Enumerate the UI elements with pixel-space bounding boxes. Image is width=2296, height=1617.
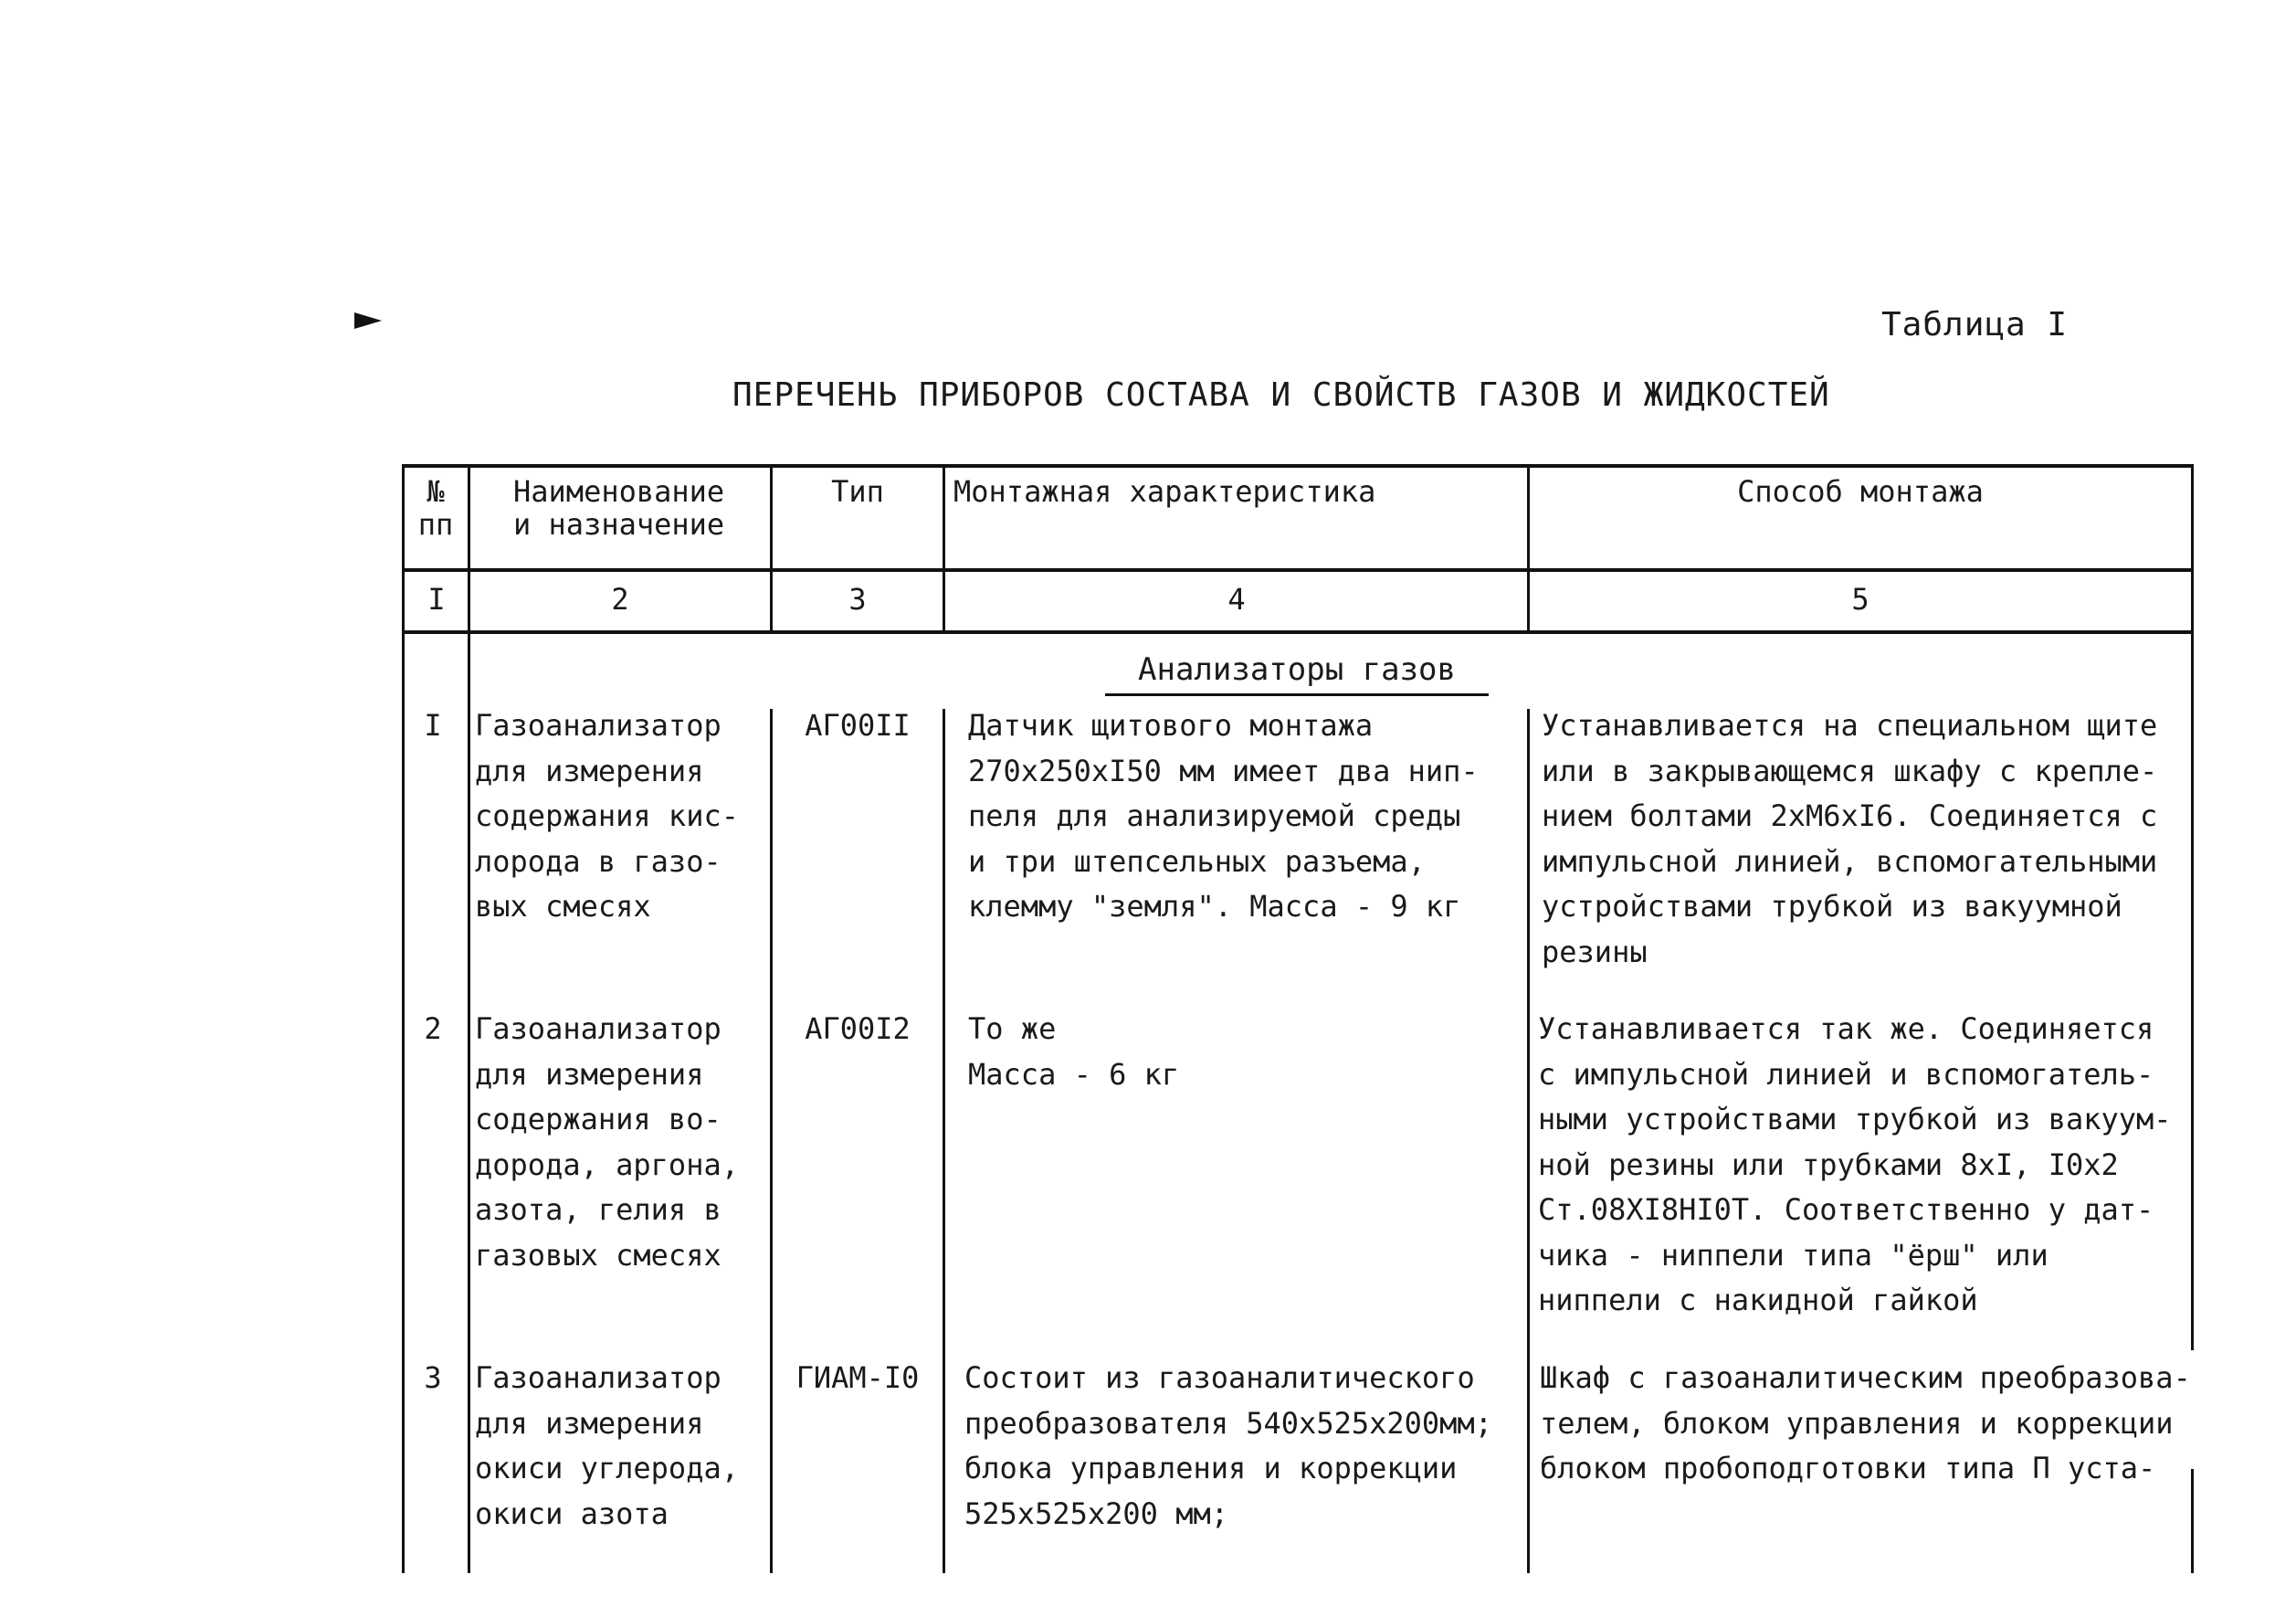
header-divider: [402, 568, 2194, 572]
col-divider-2-body: [770, 709, 773, 1573]
table-right-border: [2191, 464, 2194, 1350]
col-divider-4-body: [1527, 709, 1530, 1573]
header-type: Тип: [831, 474, 884, 509]
table-right-border-tail: [2191, 1469, 2194, 1573]
table-top-border: [402, 464, 2194, 468]
row-2-mount-method: Устанавливается так же. Соединяется с импульсной линией и вспомогатель- ными устройствами трубкой из вакуум- ной резины или трубками 8xI, I0x2 Ст.08XI8HI0T. Соответственно у дат- чика - ниппели типа "ёрш" или ниппели с накидной гайкой: [1538, 1011, 2172, 1317]
section-title-underline: [1105, 693, 1489, 696]
page-mark-icon: [354, 312, 382, 329]
row-1-mount-char: Датчик щитового монтажа 270x250xI50 мм имеет два нип- пеля для анализируемой среды и три штепсельных разъема, клемму "земля". Масса - 9 кг: [968, 708, 1479, 924]
header-mount-char: Монтажная характеристика: [953, 474, 1376, 509]
row-1-mount-method: Устанавливается на специальном щите или в закрывающемся шкафу с крепле- нием болтами 2xМ6xI6. Соединяется с импульсной линией, вспомогательными устройствами трубкой из вакуумной резины: [1542, 708, 2158, 969]
row-1-num: I: [424, 708, 442, 743]
row-3-num: 3: [424, 1360, 442, 1395]
column-number-5: 5: [1851, 582, 1869, 617]
col-divider-1: [468, 464, 470, 1573]
row-1-name: Газоанализатор для измерения содержания кис- лорода в газо- вых смесях: [475, 708, 739, 924]
header-name: Наименование и назначение: [513, 474, 725, 542]
row-2-type: АГ00I2: [805, 1011, 911, 1046]
column-number-4: 4: [1227, 582, 1246, 617]
column-number-1: I: [427, 582, 446, 617]
table-label: Таблица I: [1881, 306, 2069, 343]
col-divider-4-head: [1527, 464, 1530, 630]
row-3-mount-method: Шкаф с газоаналитическим преобразова- телем, блоком управления и коррекции блоком пробоподготовки типа П уста-: [1540, 1360, 2191, 1485]
row-3-mount-char: Состоит из газоаналитического преобразователя 540x525x200мм; блока управления и коррекции 525x525x200 мм;: [964, 1360, 1492, 1531]
row-2-num: 2: [424, 1011, 442, 1046]
document-title: ПЕРЕЧЕНЬ ПРИБОРОВ СОСТАВА И СВОЙСТВ ГАЗОВ И ЖИДКОСТЕЙ: [732, 376, 1830, 414]
col-divider-3-head: [943, 464, 945, 630]
row-3-type: ГИАМ-I0: [795, 1360, 920, 1395]
row-1-type: АГ00II: [805, 708, 911, 743]
section-title: Анализаторы газов: [1138, 651, 1456, 688]
header-num: № пп: [417, 474, 454, 542]
column-number-2: 2: [611, 582, 629, 617]
row-2-mount-char: То же Масса - 6 кг: [968, 1011, 1180, 1092]
row-3-name: Газоанализатор для измерения окиси углерода, окиси азота: [475, 1360, 739, 1531]
header-mount-method: Способ монтажа: [1737, 474, 1984, 509]
numbers-divider: [402, 630, 2194, 634]
col-divider-3-body: [943, 709, 945, 1573]
table-left-border: [402, 464, 405, 1573]
instruments-table: [402, 464, 2194, 1573]
row-2-name: Газоанализатор для измерения содержания во- дорода, аргона, азота, гелия в газовых смесях: [475, 1011, 739, 1273]
column-number-3: 3: [848, 582, 867, 617]
